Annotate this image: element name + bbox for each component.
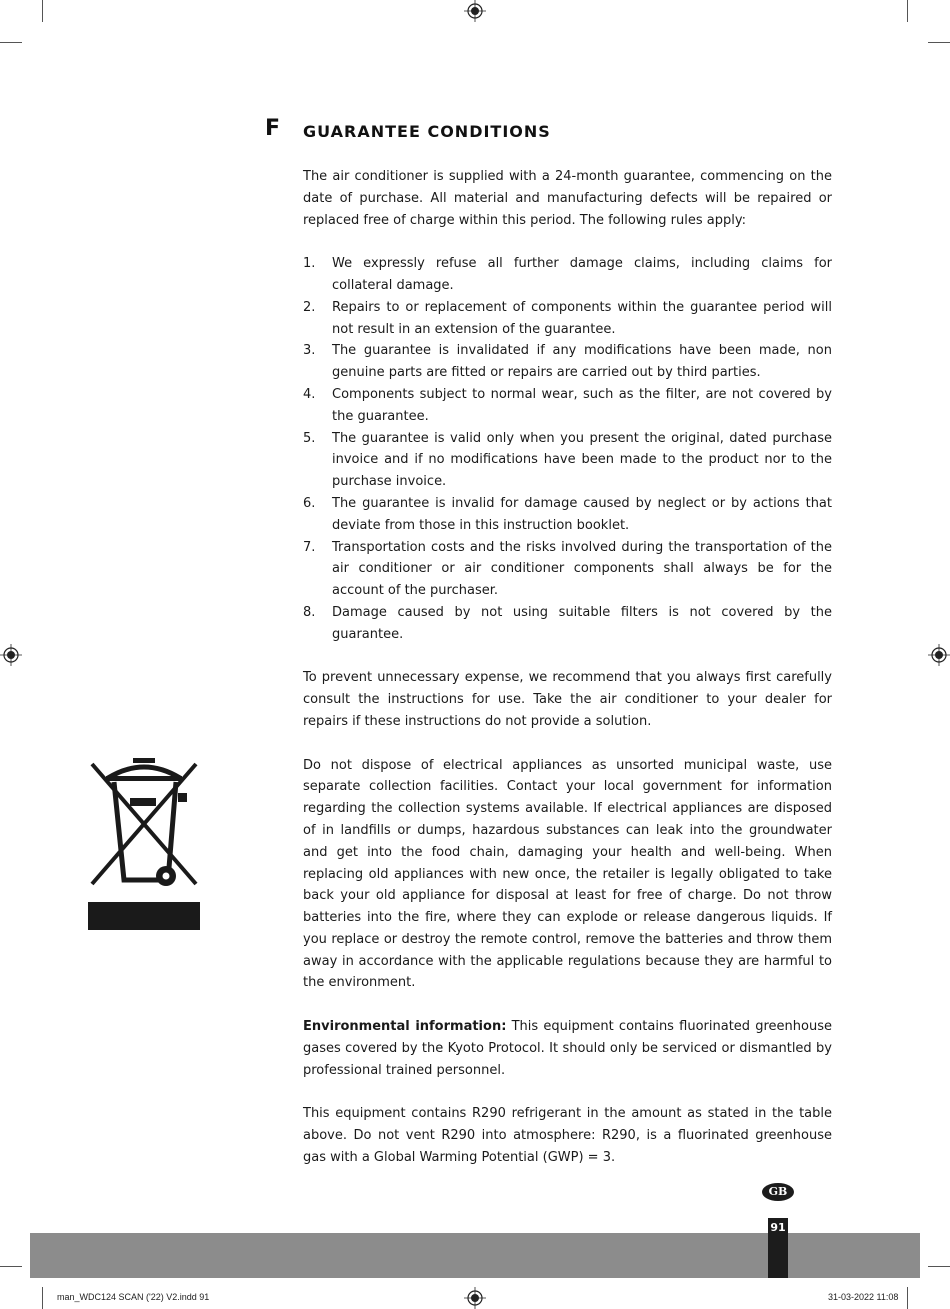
list-item: 3. The guarantee is invalidated if any modifications have been made, non genuine parts are fitted or repairs are carried out by third parties. <box>303 343 832 381</box>
registration-mark-icon <box>464 1287 486 1309</box>
crop-mark <box>0 42 22 43</box>
crop-mark <box>42 0 43 22</box>
crop-mark <box>907 1287 908 1309</box>
refrigerant-paragraph: This equipment contains R290 refrigerant in the amount as stated in the table above. Do not vent R290 into atmosphere: R290, is a fluorinated greenhouse gas with a Global Warming Potential (GWP) = 3. <box>303 1106 832 1165</box>
advice-paragraph: To prevent unnecessary expense, we recommend that you always first carefully consult the instructions for use. Take the air conditioner to your dealer for repairs if these instructions do not provide a solution. <box>303 670 832 729</box>
page-number: 91 <box>770 1221 786 1234</box>
registration-mark-icon <box>928 644 950 666</box>
registration-mark-icon <box>464 0 486 22</box>
crop-mark <box>928 1266 950 1267</box>
date-slug: 31-03-2022 11:08 <box>828 1292 899 1302</box>
list-item: 8. Damage caused by not using suitable filters is not covered by the guarantee. <box>303 604 832 642</box>
list-item: 1. We expressly refuse all further damage claims, including claims for collateral damage. <box>303 256 832 293</box>
crop-mark <box>42 1287 43 1309</box>
registration-mark-icon <box>0 644 22 666</box>
list-item: 2. Repairs to or replacement of components within the guarantee period will not result in an extension of the guarantee. <box>303 299 832 337</box>
disposal-paragraph: Do not dispose of electrical appliances as unsorted municipal waste, use separate collection facilities. Contact your local government for information regarding the collection systems available. If electrical appliances are disposed of in landfills or dumps, hazardous substances can leak into the groundwater and get into the food chain, damaging your health and well-being. When replacing old appliances with new once, the retailer is legally obligated to take back your old appliance for disposal at least for free of charge. Do not throw batteries into the fire, where they can explode or release dangerous liquids. If you replace or destroy the remote control, remove the batteries and throw them away in accordance with the applicable regulations because they are harmful to the environment. <box>303 757 832 991</box>
intro-paragraph: The air conditioner is supplied with a 24-month guarantee, commencing on the date of purchase. All material and manufacturing defects will be repaired or replaced free of charge within this period. The following rules apply: <box>303 169 832 228</box>
crossed-out-wheelie-bin-icon <box>86 756 202 932</box>
guarantee-rules-list <box>303 253 832 645</box>
environmental-paragraph: Environmental information: This equipment contains fluorinated greenhouse gases covered by the Kyoto Protocol. It should only be serviced or dismantled by professional trained personnel. <box>303 1019 832 1078</box>
list-item: 7. Transportation costs and the risks involved during the transportation of the air conditioner or air conditioner components shall always be for the account of the purchaser. <box>303 539 832 599</box>
environmental-label: Environmental information: <box>303 1019 507 1035</box>
file-slug: man_WDC124 SCAN ('22) V2.indd 91 <box>57 1292 210 1302</box>
guarantee-content <box>303 166 832 1169</box>
section-title: GUARANTEE CONDITIONS <box>303 122 551 141</box>
section-letter: F <box>265 116 281 141</box>
crop-mark <box>907 0 908 22</box>
crop-mark <box>928 42 950 43</box>
crop-mark <box>0 1266 22 1267</box>
list-item: 5. The guarantee is valid only when you present the original, dated purchase invoice and if no modifications have been made to the product nor to the purchase invoice. <box>303 430 832 490</box>
list-item: 4. Components subject to normal wear, such as the filter, are not covered by the guarantee. <box>303 386 832 424</box>
list-item: 6. The guarantee is invalid for damage caused by neglect or by actions that deviate from those in this instruction booklet. <box>303 495 832 533</box>
country-badge: GB <box>762 1183 794 1201</box>
